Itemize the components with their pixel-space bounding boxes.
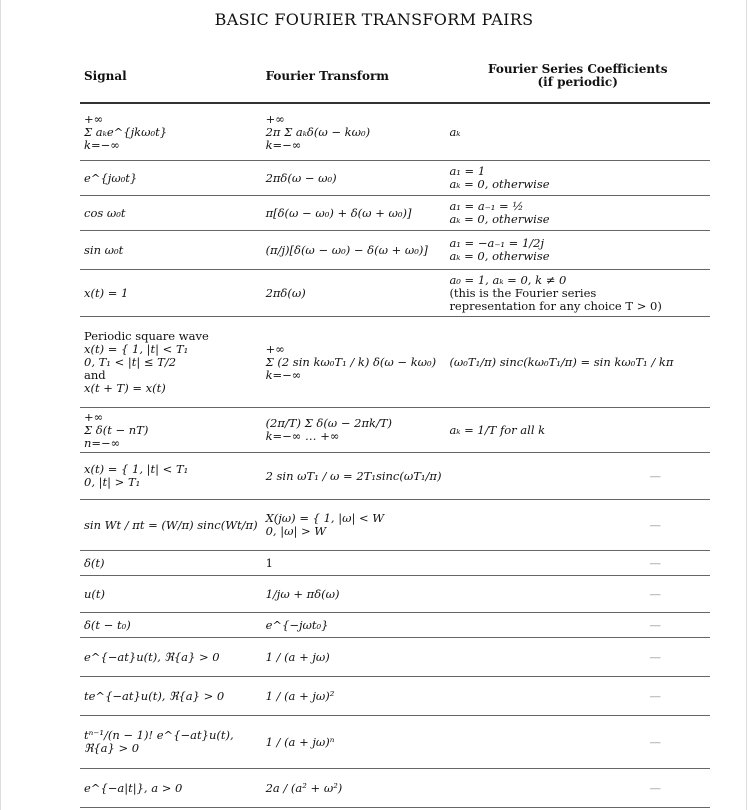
table-row (80, 453, 710, 500)
series-text: — (649, 555, 661, 570)
table-row (80, 613, 710, 638)
page-right-border (746, 0, 747, 810)
signal-cell (80, 317, 262, 408)
signal-text: Σ δ(t − nT) (84, 422, 149, 437)
series-cell (445, 231, 710, 270)
signal-cell (80, 677, 262, 716)
series-cell (445, 196, 710, 231)
transform-text: 1/jω + πδ(ω) (265, 586, 340, 601)
signal-cell (80, 500, 262, 551)
table-row (80, 500, 710, 551)
transform-text: 2π Σ aₖδ(ω − kω₀) (265, 124, 371, 139)
transform-cell (262, 677, 446, 716)
signal-text: x(t) = { 1, |t| < T₁ (84, 462, 189, 476)
series-cell (445, 613, 710, 638)
series-cell (445, 638, 710, 677)
series-text: (ω₀T₁/π) sinc(kω₀T₁/π) = sin kω₀T₁ / kπ (449, 354, 674, 369)
signal-text: tⁿ⁻¹/(n − 1)! e^{−at}u(t), (84, 728, 234, 742)
series-text: aₖ = 0, otherwise (449, 249, 550, 263)
transform-text: 1 (265, 555, 273, 570)
series-cell (445, 161, 710, 196)
table-row (80, 161, 710, 196)
signal-text: δ(t) (84, 555, 105, 570)
signal-cell (80, 161, 262, 196)
transform-cell (262, 103, 446, 161)
transform-cell (262, 161, 446, 196)
series-cell (445, 317, 710, 408)
table-row (80, 677, 710, 716)
table-row (80, 408, 710, 453)
transform-text: +∞ (265, 111, 285, 126)
signal-text: Σ aₖe^{jkω₀t} (84, 124, 168, 139)
signal-cell (80, 196, 262, 231)
header-series-line2: (if periodic) (537, 75, 618, 89)
series-cell (445, 716, 710, 769)
transform-cell (262, 551, 446, 576)
transform-cell (262, 500, 446, 551)
transform-text: +∞ (265, 341, 285, 356)
table-row (80, 270, 710, 317)
transform-text: 0, |ω| > W (265, 524, 327, 538)
table-row (80, 576, 710, 613)
transform-text: k=−∞ … +∞ (265, 429, 340, 443)
signal-text: x(t) = { 1, |t| < T₁ (84, 341, 189, 356)
series-text: — (649, 468, 661, 483)
transform-text: 1 / (a + jω)² (265, 688, 335, 703)
fourier-pairs-table (80, 50, 710, 808)
transform-text: 2a / (a² + ω²) (265, 780, 343, 795)
signal-text: 0, |t| > T₁ (84, 475, 141, 489)
transform-text: k=−∞ (265, 137, 302, 152)
transform-text: (2π/T) Σ δ(ω − 2πk/T) (265, 416, 393, 430)
signal-text: u(t) (84, 586, 106, 601)
table-row (80, 638, 710, 677)
signal-text: δ(t − t₀) (84, 617, 131, 632)
transform-text: Σ (2 sin kω₀T₁ / k) δ(ω − kω₀) (265, 354, 437, 369)
signal-cell (80, 231, 262, 270)
series-cell (445, 270, 710, 317)
transform-text: 2πδ(ω − ω₀) (265, 170, 337, 185)
transform-cell (262, 453, 446, 500)
signal-text: te^{−at}u(t), ℜ{a} > 0 (84, 688, 225, 703)
signal-text: +∞ (84, 111, 104, 126)
series-text: a₀ = 1, aₖ = 0, k ≠ 0 (449, 272, 567, 287)
series-cell (445, 769, 710, 808)
signal-cell (80, 103, 262, 161)
table-row (80, 103, 710, 161)
series-cell (445, 500, 710, 551)
series-text: a₁ = 1 (449, 164, 486, 178)
signal-text: n=−∞ (84, 435, 121, 450)
table-row (80, 317, 710, 408)
signal-text: k=−∞ (84, 137, 120, 152)
series-cell (445, 408, 710, 453)
series-cell (445, 677, 710, 716)
signal-cell (80, 716, 262, 769)
transform-text: k=−∞ (265, 367, 302, 382)
transform-text: (π/j)[δ(ω − ω₀) − δ(ω + ω₀)] (265, 242, 428, 257)
signal-cell (80, 270, 262, 317)
table-row (80, 769, 710, 808)
signal-cell (80, 576, 262, 613)
signal-text: Periodic square wave (84, 328, 209, 343)
transform-text: X(jω) = { 1, |ω| < W (265, 511, 385, 525)
table-row (80, 716, 710, 769)
header-series (445, 50, 710, 103)
signal-text: and (84, 367, 106, 382)
signal-text: cos ω₀t (84, 205, 126, 220)
series-text: (this is the Fourier series (449, 285, 597, 300)
signal-text: ℜ{a} > 0 (84, 741, 140, 755)
signal-text: sin Wt / πt = (W/π) sinc(Wt/π) (84, 517, 258, 532)
signal-text: 0, T₁ < |t| ≤ T/2 (84, 354, 177, 369)
signal-text: +∞ (84, 409, 104, 424)
transform-text: π[δ(ω − ω₀) + δ(ω + ω₀)] (265, 205, 412, 220)
header-signal: Signal (80, 50, 262, 103)
transform-text: e^{−jωt₀} (265, 617, 329, 632)
series-text: — (649, 517, 661, 532)
series-text: — (649, 780, 661, 795)
series-cell (445, 103, 710, 161)
transform-text: 1 / (a + jω)ⁿ (265, 734, 335, 749)
transform-cell (262, 576, 446, 613)
series-text: — (649, 649, 661, 664)
series-text: — (649, 734, 661, 749)
transform-cell (262, 716, 446, 769)
signal-cell (80, 551, 262, 576)
signal-cell (80, 453, 262, 500)
series-cell (445, 576, 710, 613)
series-text: aₖ = 0, otherwise (449, 212, 550, 226)
series-text: aₖ (449, 124, 461, 139)
transform-text: 2πδ(ω) (265, 285, 306, 300)
transform-cell (262, 408, 446, 453)
transform-cell (262, 196, 446, 231)
signal-cell (80, 408, 262, 453)
series-text: — (649, 688, 661, 703)
series-text: aₖ = 1/T for all k (449, 422, 546, 437)
page-left-border (0, 0, 1, 810)
series-text: representation for any choice T > 0) (449, 298, 662, 313)
header-series-line1: Fourier Series Coefficients (487, 62, 668, 76)
series-text: a₁ = −a₋₁ = 1/2j (449, 236, 545, 250)
series-text: aₖ = 0, otherwise (449, 177, 550, 191)
table-header-row (80, 50, 710, 103)
signal-cell (80, 769, 262, 808)
transform-cell (262, 231, 446, 270)
transform-cell (262, 317, 446, 408)
signal-text: x(t + T) = x(t) (84, 380, 166, 395)
signal-text: sin ω₀t (84, 242, 124, 257)
signal-cell (80, 613, 262, 638)
series-text: — (649, 586, 661, 601)
transform-cell (262, 613, 446, 638)
series-cell (445, 453, 710, 500)
signal-text: e^{−at}u(t), ℜ{a} > 0 (84, 649, 220, 664)
page-title: BASIC FOURIER TRANSFORM PAIRS (214, 10, 534, 29)
series-text: — (649, 617, 661, 632)
table-row (80, 551, 710, 576)
signal-text: e^{−a|t|}, a > 0 (84, 780, 183, 795)
series-text: a₁ = a₋₁ = ½ (449, 199, 524, 213)
header-transform: Fourier Transform (262, 50, 446, 103)
signal-text: x(t) = 1 (84, 285, 129, 300)
transform-cell (262, 769, 446, 808)
transform-cell (262, 270, 446, 317)
table-row (80, 231, 710, 270)
transform-text: 1 / (a + jω) (265, 649, 330, 664)
transform-cell (262, 638, 446, 677)
transform-text: 2 sin ωT₁ / ω = 2T₁sinc(ωT₁/π) (265, 468, 442, 483)
signal-text: e^{jω₀t} (84, 170, 138, 185)
signal-cell (80, 638, 262, 677)
table-row (80, 196, 710, 231)
series-cell (445, 551, 710, 576)
